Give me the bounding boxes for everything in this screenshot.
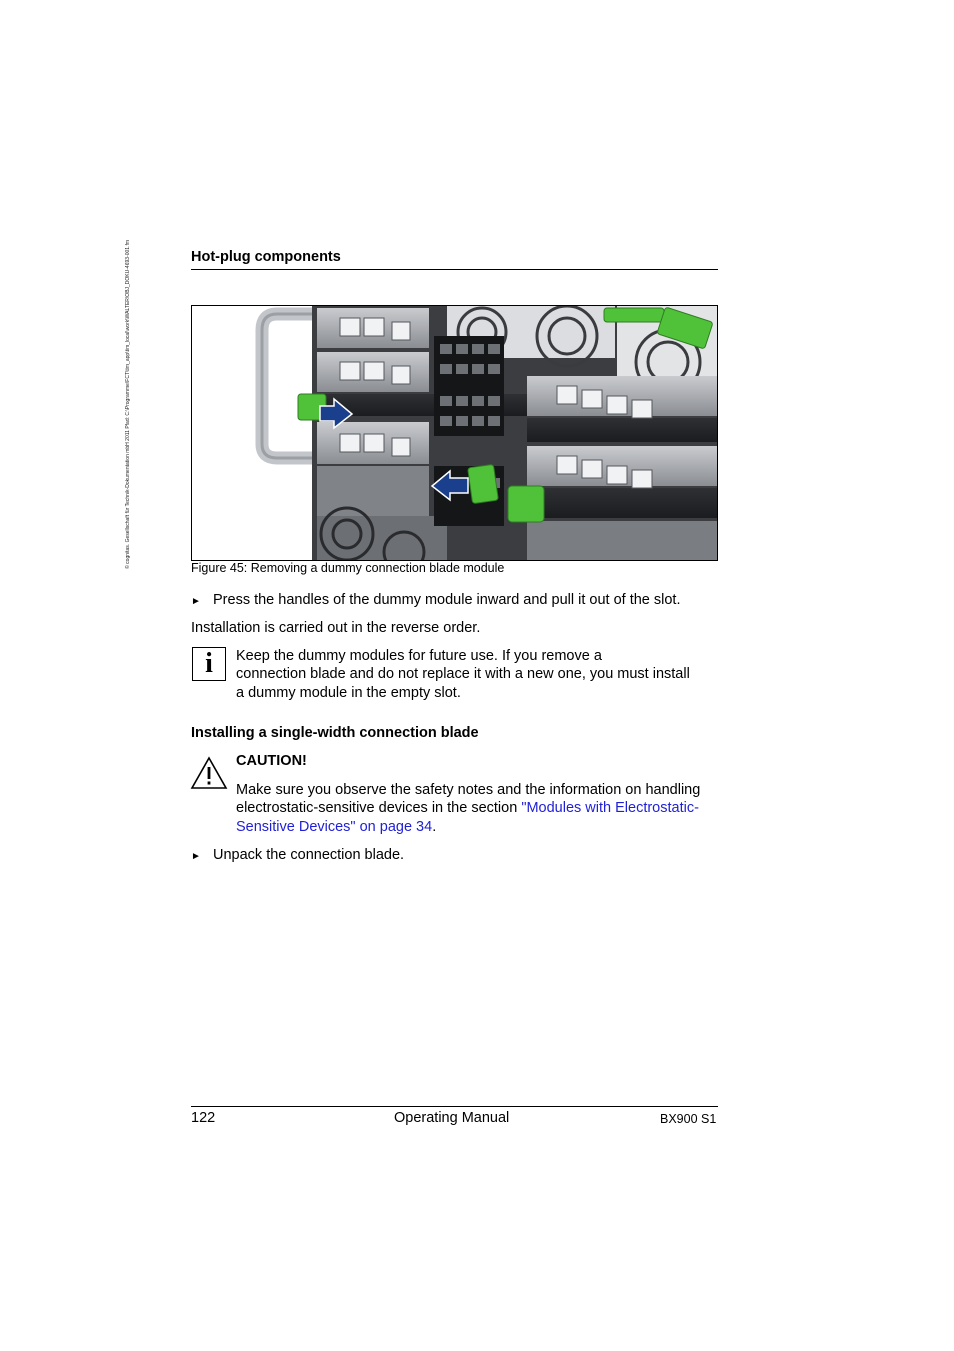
step-text: Unpack the connection blade. — [213, 847, 405, 863]
caution-text-line: Make sure you observe the safety notes and the information on handling — [236, 782, 701, 798]
section-subheading: Installing a single-width connection blade — [191, 725, 479, 741]
step-text: Press the handles of the dummy module inward and pull it out of the slot. — [213, 592, 681, 608]
warning-triangle-icon — [190, 756, 228, 790]
figure-caption: Figure 45: Removing a dummy connection blade module — [191, 561, 505, 575]
info-icon-letter: i — [205, 648, 213, 679]
paragraph-install-order: Installation is carried out in the reverse order. — [191, 620, 481, 636]
footer-product-name: BX900 S1 — [660, 1112, 717, 1126]
caution-text: electrostatic-sensitive devices in the section — [236, 800, 522, 816]
chassis-illustration — [192, 306, 717, 560]
esd-section-link-continued[interactable]: Sensitive Devices" on page 34 — [236, 819, 433, 835]
running-header-title: Hot-plug components — [191, 249, 341, 265]
info-note-line: a dummy module in the empty slot. — [236, 685, 461, 701]
info-note-line: connection blade and do not replace it with a new one, you must install — [236, 666, 690, 682]
caution-text-line — [236, 818, 436, 837]
info-note-line: Keep the dummy modules for future use. If you remove a — [236, 648, 602, 664]
page-number: 122 — [191, 1110, 216, 1126]
step-marker: ► — [191, 851, 201, 862]
footer-manual-title: Operating Manual — [394, 1110, 510, 1126]
step-marker: ► — [191, 596, 201, 607]
header-rule — [191, 269, 718, 270]
caution-text: . — [432, 819, 437, 835]
figure-dummy-blade-removal — [191, 305, 718, 561]
caution-title: CAUTION! — [236, 753, 307, 769]
step-item — [191, 846, 201, 867]
step-item — [191, 591, 201, 612]
caution-text-line — [236, 799, 699, 818]
esd-section-link[interactable]: "Modules with Electrostatic- — [521, 800, 699, 816]
side-margin-note — [124, 240, 133, 660]
side-margin-note-text: © cognitas. Gesellschaft für Technik-Dokumentation mbH 2011 Pfad: C:\Programme\FCT\tim_app\tim_local\work\WALTER\OBJ_DOKU-4693-001.fm — [125, 240, 131, 569]
info-icon — [192, 647, 226, 681]
footer-rule — [191, 1106, 718, 1107]
